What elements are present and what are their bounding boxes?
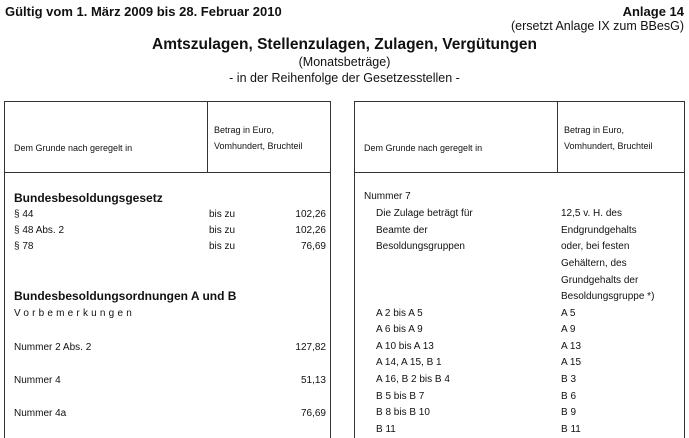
group-reference: A 13 xyxy=(561,341,582,352)
rate-line: oder, bei festen xyxy=(561,241,630,252)
description-line: Die Zulage beträgt für xyxy=(376,208,473,219)
section-heading-bbesg: Bundesbesoldungsgesetz xyxy=(14,191,163,205)
row-qualifier: bis zu xyxy=(209,241,236,252)
description-line: Beamte der xyxy=(376,225,428,236)
row-qualifier: bis zu xyxy=(209,225,236,236)
rate-line: Besoldungsgruppe *) xyxy=(561,291,655,302)
left-col-header-basis: Dem Grunde nach geregelt in xyxy=(14,143,133,153)
group-reference: A 5 xyxy=(561,308,576,319)
group-range: A 10 bis A 13 xyxy=(376,341,434,352)
left-table-right-border xyxy=(330,101,331,438)
right-table-top-border xyxy=(354,101,685,102)
left-table-header-border xyxy=(4,172,331,173)
right-table-left-border xyxy=(354,101,355,438)
rate-line: Gehältern, des xyxy=(561,258,627,269)
group-range: B 5 bis B 7 xyxy=(376,391,425,402)
row-ref: Nummer 4 xyxy=(14,375,61,386)
row-amount: 76,69 xyxy=(300,408,326,419)
right-table-right-border xyxy=(684,101,685,438)
row-amount: 102,26 xyxy=(295,225,326,236)
row-amount: 127,82 xyxy=(295,342,326,353)
row-amount: 51,13 xyxy=(300,375,326,386)
section-heading-besoldungsordnungen: Bundesbesoldungsordnungen A und B xyxy=(14,289,237,303)
group-range: A 16, B 2 bis B 4 xyxy=(376,374,450,385)
left-col-header-amount-line1: Betrag in Euro, xyxy=(214,125,275,135)
group-range: A 6 bis A 9 xyxy=(376,324,423,335)
annex-number: Anlage 14 xyxy=(622,4,684,19)
group-reference: A 15 xyxy=(561,357,582,368)
description-line: Besoldungsgruppen xyxy=(376,241,465,252)
preliminary-remarks-heading: Vorbemerkungen xyxy=(14,308,135,319)
document-subtitle: (Monatsbeträge) xyxy=(298,55,391,69)
group-reference: B 11 xyxy=(561,424,581,435)
row-amount: 102,26 xyxy=(295,209,326,220)
group-range: B 8 bis B 10 xyxy=(376,407,430,418)
row-ref: § 48 Abs. 2 xyxy=(14,225,65,236)
left-table-top-border xyxy=(4,101,331,102)
validity-period: Gültig vom 1. März 2009 bis 28. Februar 2010 xyxy=(5,4,282,19)
document-ordering-note: - in der Reihenfolge der Gesetzesstellen - xyxy=(229,71,460,85)
left-table-col-divider xyxy=(207,101,208,172)
group-reference: B 6 xyxy=(561,391,577,402)
right-table-header-border xyxy=(354,172,685,173)
left-col-header-amount-line2: Vomhundert, Bruchteil xyxy=(214,141,303,151)
group-reference: B 9 xyxy=(561,407,577,418)
row-amount: 76,69 xyxy=(300,241,326,252)
group-range: A 2 bis A 5 xyxy=(376,308,423,319)
row-ref: Nummer 4a xyxy=(14,408,67,419)
group-range: A 14, A 15, B 1 xyxy=(376,357,442,368)
group-reference: B 3 xyxy=(561,374,577,385)
rate-line: 12,5 v. H. des xyxy=(561,208,622,219)
nummer-heading: Nummer 7 xyxy=(364,191,411,202)
right-table-col-divider xyxy=(557,101,558,172)
left-table-left-border xyxy=(4,101,5,438)
row-ref: § 78 xyxy=(14,241,34,252)
rate-line: Grundgehalts der xyxy=(561,275,639,286)
group-reference: A 9 xyxy=(561,324,576,335)
rate-line: Endgrundgehalts xyxy=(561,225,637,236)
right-col-header-amount-line2: Vomhundert, Bruchteil xyxy=(564,141,653,151)
annex-replaces: (ersetzt Anlage IX zum BBesG) xyxy=(511,19,684,33)
row-qualifier: bis zu xyxy=(209,209,236,220)
row-ref: Nummer 2 Abs. 2 xyxy=(14,342,92,353)
right-col-header-amount-line1: Betrag in Euro, xyxy=(564,125,625,135)
group-range: B 11 xyxy=(376,424,396,435)
right-col-header-basis: Dem Grunde nach geregelt in xyxy=(364,143,483,153)
row-ref: § 44 xyxy=(14,209,34,220)
document-title: Amtszulagen, Stellenzulagen, Zulagen, Vergütungen xyxy=(152,36,537,53)
